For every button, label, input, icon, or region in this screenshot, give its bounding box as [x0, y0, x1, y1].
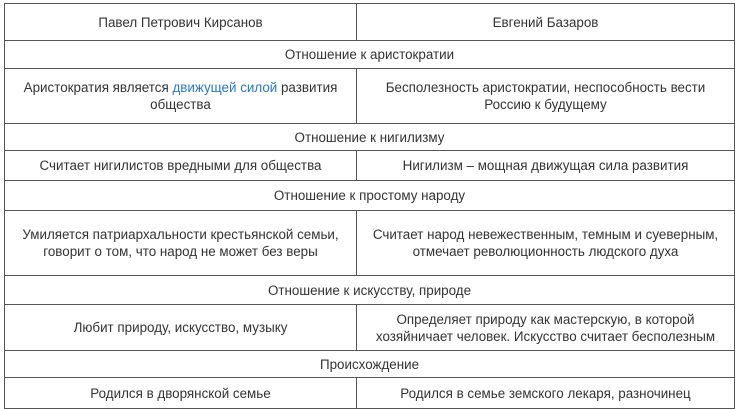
bazarov-people-cell: Считает народ невежественным, темным и суеверным, отмечает революционность людского духа [357, 211, 735, 276]
kirsanov-people-cell: Умиляется патриархальности крестьянской семьи, говорит о том, что народ не может без веры [5, 211, 357, 276]
section-row-people [5, 181, 735, 211]
section-title-people: Отношение к простому народу [5, 181, 735, 211]
bazarov-art-nature-cell: Определяет природу как мастерскую, в которой хозяйничает человек. Искусство считает бесполезным [357, 305, 735, 351]
kirsanov-aristocracy-cell [5, 69, 357, 124]
header-kirsanov: Павел Петрович Кирсанов [5, 4, 357, 41]
kirsanov-aristocracy-text-end: развития общества [150, 80, 338, 112]
kirsanov-nihilism-cell: Считает нигилистов вредными для общества [5, 151, 357, 181]
table-row-origin [5, 378, 735, 409]
section-row-aristocracy [5, 41, 735, 69]
kirsanov-art-nature-cell: Любит природу, искусство, музыку [5, 305, 357, 351]
table-row-art-nature [5, 305, 735, 351]
section-row-origin [5, 351, 735, 378]
bazarov-nihilism-cell: Нигилизм – мощная движущая сила развития [357, 151, 735, 181]
section-row-nihilism [5, 124, 735, 151]
bazarov-origin-cell: Родился в семье земского лекаря, разночинец [357, 378, 735, 409]
section-title-nihilism: Отношение к нигилизму [5, 124, 735, 151]
bazarov-aristocracy-cell: Бесполезность аристократии, неспособность вести Россию к будущему [357, 69, 735, 124]
driving-force-link[interactable]: движущей силой [172, 80, 278, 95]
comparison-table [4, 3, 735, 409]
header-bazarov: Евгений Базаров [357, 4, 735, 41]
kirsanov-origin-cell: Родился в дворянской семье [5, 378, 357, 409]
section-title-art-nature: Отношение к искусству, природе [5, 276, 735, 305]
table-row-nihilism [5, 151, 735, 181]
table-row-aristocracy [5, 69, 735, 124]
section-title-aristocracy: Отношение к аристократии [5, 41, 735, 69]
header-row [5, 4, 735, 41]
section-title-origin: Происхождение [5, 351, 735, 378]
section-row-art-nature [5, 276, 735, 305]
table-row-people [5, 211, 735, 276]
kirsanov-aristocracy-text-start: Аристократия является [23, 80, 173, 95]
